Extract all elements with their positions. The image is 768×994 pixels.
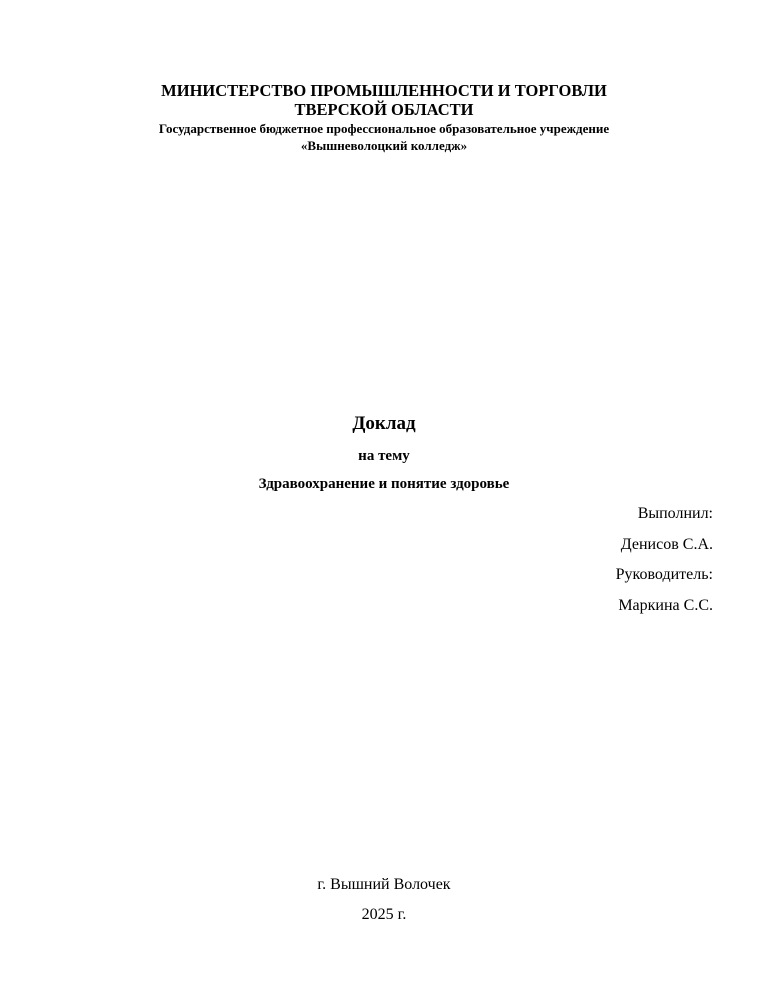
signature-block — [616, 499, 713, 621]
performed-label: Выполнил: — [637, 505, 713, 522]
performed-name: Денисов С.А. — [620, 535, 713, 553]
institution-line-1: Государственное бюджетное профессиональное образовательное учреждение — [158, 121, 610, 136]
supervisor-name: Маркина С.С. — [618, 596, 713, 614]
ministry-line-1: МИНИСТЕРСТВО ПРОМЫШЛЕННОСТИ И ТОРГОВЛИ — [161, 81, 607, 100]
document-type-title: Доклад — [352, 413, 416, 434]
footer-city: г. Вышний Волочек — [317, 876, 451, 893]
supervisor-label: Руководитель: — [615, 566, 713, 583]
topic-title: Здравоохранение и понятие здоровье — [258, 476, 510, 492]
institution-line-2: «Вышневолоцкий колледж» — [300, 138, 468, 153]
ministry-heading — [0, 81, 768, 119]
ministry-line-2: ТВЕРСКОЙ ОБЛАСТИ — [294, 100, 474, 119]
institution-heading — [0, 120, 768, 154]
footer-year: 2025 г. — [361, 906, 407, 923]
on-topic-label: на тему — [358, 448, 410, 464]
footer-block — [0, 870, 768, 930]
